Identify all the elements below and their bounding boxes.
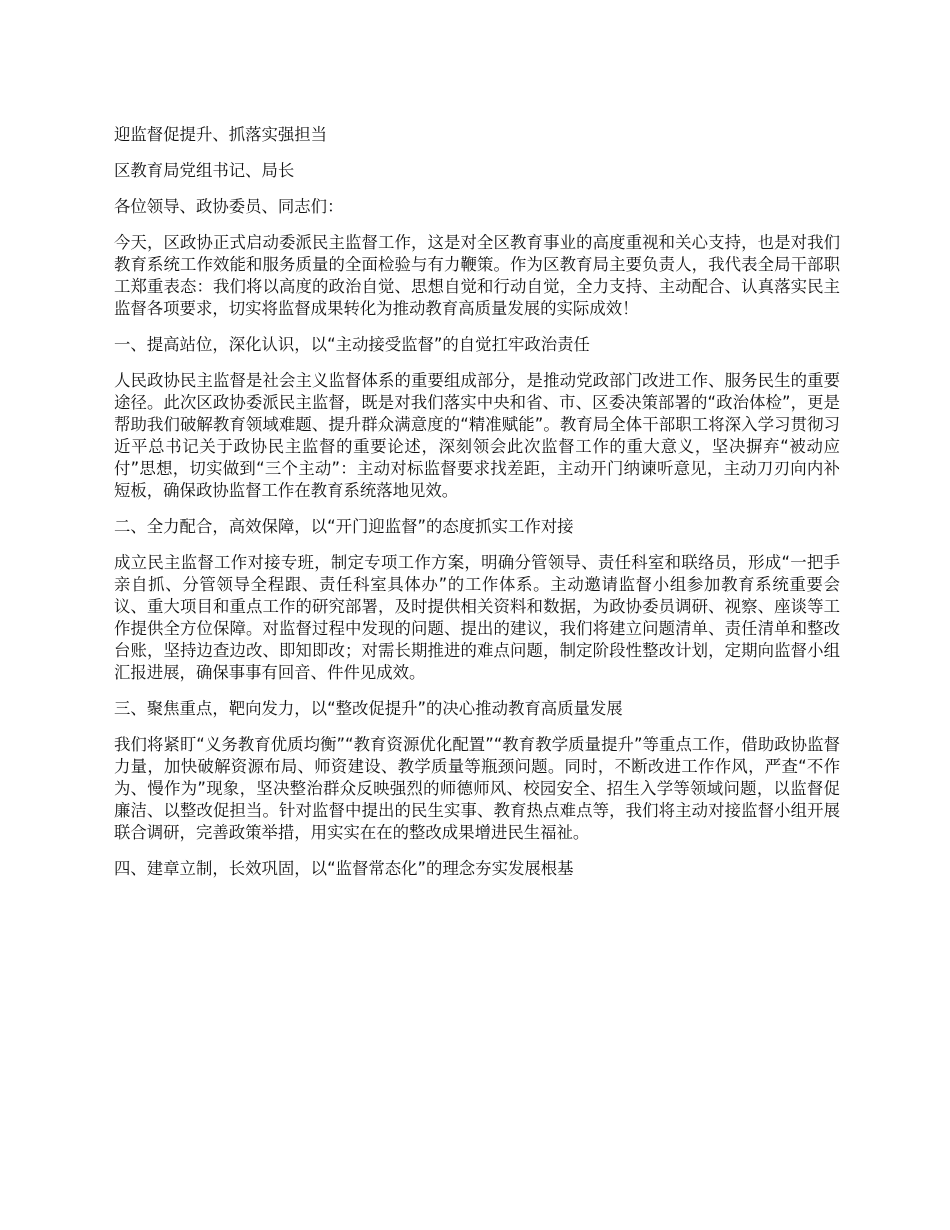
- document-title: 迎监督促提升、抓落实强担当: [114, 125, 328, 144]
- salutation: 各位领导、政协委员、同志们：: [114, 197, 344, 216]
- section-3-body: 我们将紧盯“义务教育优质均衡”“教育资源优化配置”“教育教学质量提升”等重点工作，借助政协监督力量，加快破解资源布局、师资建设、教学质量等瓶颈问题。同时，不断改进工作作风，严查“不作为、慢作为”现象，坚决整治群众反映强烈的师德师风、校园安全、招生入学等领域问题，以监督促廉洁、以整改促担当。针对监督中提出的民生实事、教育热点难点等，我们将主动对接监督小组开展联合调研，完善政策举措，用实实在在的整改成果增进民生福祉。: [114, 735, 840, 842]
- section-4-heading: 四、建章立制，长效巩固，以“监督常态化”的理念夯实发展根基: [114, 859, 574, 878]
- section-2-body: 成立民主监督工作对接专班，制定专项工作方案，明确分管领导、责任科室和联络员，形成“一把手亲自抓、分管领导全程跟、责任科室具体办”的工作体系。主动邀请监督小组参加教育系统重要会议、重大项目和重点工作的研究部署，及时提供相关资料和数据，为政协委员调研、视察、座谈等工作提供全方位保障。对监督过程中发现的问题、提出的建议，我们将建立问题清单、责任清单和整改台账，坚持边查边改、即知即改；对需长期推进的难点问题，制定阶段性整改计划，定期向监督小组汇报进展，确保事事有回音、件件见成效。: [114, 553, 840, 682]
- speaker-line: 区教育局党组书记、局长: [114, 161, 295, 180]
- intro-paragraph: 今天，区政协正式启动委派民主监督工作，这是对全区教育事业的高度重视和关心支持，也是对我们教育系统工作效能和服务质量的全面检验与有力鞭策。作为区教育局主要负责人，我代表全局干部职工郑重表态：我们将以高度的政治自觉、思想自觉和行动自觉，全力支持、主动配合、认真落实民主监督各项要求，切实将监督成果转化为推动教育高质量发展的实际成效！: [114, 233, 840, 318]
- section-2-heading: 二、全力配合，高效保障，以“开门迎监督”的态度抓实工作对接: [114, 517, 574, 536]
- section-1-heading: 一、提高站位，深化认识，以“主动接受监督”的自觉扛牢政治责任: [114, 335, 590, 354]
- section-3-heading: 三、聚焦重点，靶向发力，以“整改促提升”的决心推动教育高质量发展: [114, 699, 623, 718]
- section-1-body: 人民政协民主监督是社会主义监督体系的重要组成部分，是推动党政部门改进工作、服务民生的重要途径。此次区政协委派民主监督，既是对我们落实中央和省、市、区委决策部署的“政治体检”，更是帮助我们破解教育领域难题、提升群众满意度的“精准赋能”。教育局全体干部职工将深入学习贯彻习近平总书记关于政协民主监督的重要论述，深刻领会此次监督工作的重大意义，坚决摒弃“被动应付”思想，切实做到“三个主动”：主动对标监督要求找差距，主动开门纳谏听意见，主动刀刃向内补短板，确保政协监督工作在教育系统落地见效。: [114, 371, 840, 500]
- document-page: [114, 124, 840, 894]
